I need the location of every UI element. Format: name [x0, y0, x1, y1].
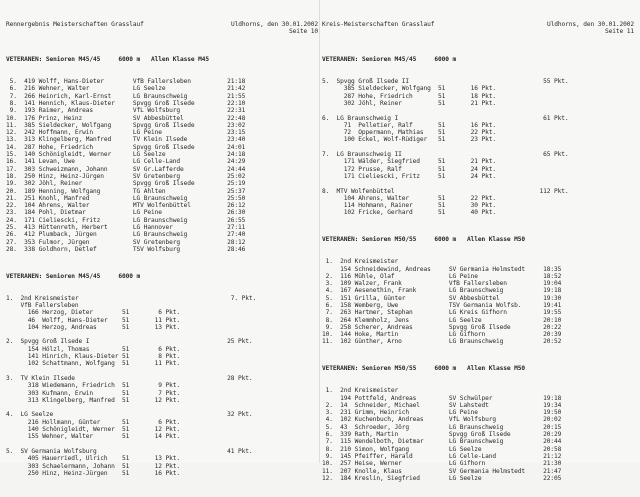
result-row: 5. 151 Grilla, Günter SV Abbesbüttel 19:30	[322, 294, 562, 302]
result-row: 1. 2nd Kreismeister	[322, 258, 399, 266]
right-header-date: Uldhorns, den 30.01.2002	[546, 20, 634, 28]
result-row: 11. 207 Knolle, Klaus SV Germania Helmstedt 21:47	[322, 467, 562, 475]
result-row: 104 Herzog, Andreas 51 13 Pkt.	[6, 323, 181, 331]
right-section2-title: VETERANEN: Senioren M50/55 6000 m Allen Klasse M50	[322, 236, 526, 244]
result-row: 27. 353 Fulmor, Jürgen SV Gretenberg 28:12	[6, 238, 246, 246]
right-page-label: Seite 11	[604, 27, 634, 35]
right-section1-rows	[322, 78, 634, 217]
result-row: 154 Schneidewind, Andreas SV Germania Helmstedt 18:35	[322, 265, 562, 273]
right-section1-title: VETERANEN: Senioren M45/45 6000 m	[322, 56, 457, 64]
result-row: 23. 184 Pohl, Dietmar LG Peine 26:30	[6, 209, 246, 217]
result-row: 10. 176 Prinz, Heinz SV Abbesbüttel 22:48	[6, 114, 246, 122]
result-row: 303 Schaelermann, Johann 51 12 Pkt.	[6, 462, 181, 470]
left-section1-rows	[6, 78, 318, 253]
result-row: 194 Pottfeld, Andreas SV Schwülper 19:18	[322, 394, 562, 402]
result-row: 20. 189 Henning, Wolfgang TG Ahlten 25:37	[6, 187, 246, 195]
result-row: 10. 144 Hoke, Martin LG Gifhorn 20:39	[322, 331, 562, 339]
result-row: 405 Hauerriedl, Ulrich 51 13 Pkt.	[6, 455, 181, 463]
result-row: 4. 102 Kuchenbuch, Andreas VfL Wolfsburg 20:02	[322, 416, 562, 424]
result-row: 141 Hinrich, Klaus-Dieter 51 8 Pkt.	[6, 353, 181, 361]
result-row: 26. 412 Plumback, Jürgen LG Braunschweig 27:40	[6, 231, 246, 239]
result-row	[6, 368, 318, 375]
result-row: 11. 102 Günther, Arno LG Braunschweig 20:52	[322, 338, 562, 346]
result-row: 8. MTV Wolfenbüttel 112 Pkt.	[322, 187, 569, 195]
result-row: 2. 116 Mühle, Olaf LG Peine 18:52	[322, 272, 562, 280]
result-row: 318 Wiedemann, Friedrich 51 9 Pkt.	[6, 382, 181, 390]
result-row	[6, 331, 318, 338]
result-row: 172 Prusse, Ralf 51 24 Pkt.	[322, 165, 497, 173]
result-row: 8. 141 Hennich, Klaus-Dieter Spvgg Groß Ilsede 22:10	[6, 99, 246, 107]
result-row	[322, 144, 634, 151]
right-page	[322, 6, 634, 482]
result-row: 4. LG Seelze 32 Pkt.	[6, 411, 253, 419]
result-row: 72 Oppermann, Mathias 51 22 Pkt.	[322, 129, 497, 137]
right-header	[322, 21, 634, 37]
result-row: 11. 385 Sieldecker, Wolfgang Spvgg Groß Ilsede 23:02	[6, 121, 246, 129]
result-row: 6. 158 Wemberg, Uwe TSV Germania Wolfsb. 19:41	[322, 301, 562, 309]
result-row: 3. TV Klein Ilsede 28 Pkt.	[6, 374, 253, 382]
right-section3-title: VETERANEN: Senioren M50/55 6000 m Allen Klasse M50	[322, 365, 526, 373]
result-row: 313 Klingelberg, Manfred 51 12 Pkt.	[6, 396, 181, 404]
result-row: 9. 193 Raimer, Andreas VfL Wolfsburg 22:31	[6, 107, 246, 115]
left-page-label: Seite 10	[288, 27, 318, 35]
result-row: 13. 313 Klingelberg, Manfred TV Klein Ilsede 23:40	[6, 136, 246, 144]
left-page	[6, 6, 318, 477]
result-row: 102 Schattmann, Wolfgang 51 11 Pkt.	[6, 360, 181, 368]
result-row: 6. 216 Wehner, Walter LG Seelze 21:42	[6, 85, 246, 93]
left-header-date: Uldhorns, den 30.01.2002	[230, 20, 318, 28]
result-row: 2. 14 Schneider, Michael SV Lahstedt 19:34	[322, 401, 562, 409]
result-row: 140 Schönigleidt, Werner 51 12 Pkt.	[6, 426, 181, 434]
left-section2-title: VETERANEN: Senioren M45/45 6000 m	[6, 272, 141, 280]
result-row: VfB Fallersleben	[6, 301, 79, 309]
result-row: 12. 242 Hoffmann, Erwin LG Peine 23:15	[6, 129, 246, 137]
result-row: 385 Sieldecker, Wolfgang 51 16 Pkt.	[322, 85, 497, 93]
right-section2-rows	[322, 258, 634, 346]
result-row: 114 Hohmann, Rainer 51 30 Pkt.	[322, 202, 497, 210]
result-row: 7. 263 Hartmer, Stephan LG Kreis Gifhorn 19:55	[322, 309, 562, 317]
result-row: 6. LG Braunschweig I 61 Pkt.	[322, 114, 569, 122]
result-row: 3. 231 Grimm, Heinrich LG Peine 19:50	[322, 409, 562, 417]
result-row: 102 Fricke, Gerhard 51 40 Pkt.	[322, 209, 497, 217]
result-row: 15. 140 Schönigleidt, Werner LG Seelze 24:18	[6, 151, 246, 159]
result-row: 17. 303 Schweizmann, Johann SV Gr.Lafferde 24:44	[6, 165, 246, 173]
result-row: 216 Hollmann, Günter 51 6 Pkt.	[6, 418, 181, 426]
right-section3-rows	[322, 387, 634, 482]
result-row: 2. Spvgg Groß Ilsede I 25 Pkt.	[6, 338, 253, 346]
result-row: 9. 258 Scherer, Andreas Spvgg Groß Ilsede 20:22	[322, 323, 562, 331]
result-row: 6. 339 Rath, Martin Spvgg Groß Ilsede 20:29	[322, 431, 562, 439]
result-row: 100 Eckel, Wolf-Rüdiger 51 23 Pkt.	[322, 136, 497, 144]
result-row: 5. SV Germania Wolfsburg 41 Pkt.	[6, 447, 253, 455]
left-header-title: Rennergebnis Meisterschaften Grasslauf	[6, 20, 144, 28]
result-row	[6, 404, 318, 411]
result-row: 7. 266 Heinrich, Karl-Ernst LG Braunschweig 21:55	[6, 92, 246, 100]
result-row: 12. 184 Kreslin, Siegfried LG Seelze 22:05	[322, 474, 562, 482]
result-row: 7. LG Braunschweig II 65 Pkt.	[322, 151, 569, 159]
result-row: 21. 251 Knohl, Manfred LG Braunschweig 25:50	[6, 194, 246, 202]
result-row: 18. 250 Hinz, Heinz-Jürgen SV Gretenberg 25:02	[6, 172, 246, 180]
result-row: 5. 43 Schroeder, Jörg LG Braunschweig 20:15	[322, 423, 562, 431]
result-row: 155 Wehner, Walter 51 14 Pkt.	[6, 433, 181, 441]
result-row: 16. 141 Levan, Uwe LG Celle-Land 24:29	[6, 158, 246, 166]
right-header-title: Kreis-Meisterschaften Grasslauf	[322, 20, 435, 28]
result-row: 71 Pelletier, Ralf 51 16 Pkt.	[322, 121, 497, 129]
result-row: 171 Cieliescki, Fritz 51 24 Pkt.	[322, 172, 497, 180]
result-row: 22. 104 Ahrens, Walter MTV Wolfenbüttel 26:12	[6, 202, 246, 210]
result-row	[6, 441, 318, 448]
result-row: 3. 109 Walzer, Frank VfB Fallersleben 19:04	[322, 280, 562, 288]
result-row: 24. 171 Cieliescki, Fritz LG Braunschweig 26:55	[6, 216, 246, 224]
left-section1-title: VETERANEN: Senioren M45/45 6000 m Allen Klasse M45	[6, 56, 210, 64]
result-row: 250 Hinz, Heinz-Jürgen 51 16 Pkt.	[6, 469, 181, 477]
result-row: 104 Ahrens, Walter 51 22 Pkt.	[322, 194, 497, 202]
result-row: 287 Hohe, Friedrich 51 18 Pkt.	[322, 92, 497, 100]
result-row: 166 Herzog, Dieter 51 6 Pkt.	[6, 309, 181, 317]
result-row: 5. Spvgg Groß Ilsede II 55 Pkt.	[322, 78, 569, 86]
result-row	[322, 107, 634, 114]
result-row: 25. 413 Hüttenreth, Herbert LG Hannover 27:11	[6, 224, 246, 232]
result-row: 7. 115 Wendelboth, Dietmar LG Braunschweig 20:44	[322, 438, 562, 446]
result-row	[322, 180, 634, 187]
result-row: 28. 338 Goldhorn, Detlef TSV Wolfsburg 28:46	[6, 245, 246, 253]
result-row: 8. 210 Simon, Wolfgang LG Seelze 20:58	[322, 445, 562, 453]
result-row: 302 Jöhl, Reiner 51 21 Pkt.	[322, 99, 497, 107]
result-row: 4. 167 Aesenethin, Frank LG Braunschweig 19:18	[322, 287, 562, 295]
result-row: 19. 302 Jöhl, Reiner Spvgg Groß Ilsede 25:19	[6, 180, 246, 188]
result-row: 14. 287 Hohe, Friedrich Spvgg Groß Ilsede 24:01	[6, 143, 246, 151]
result-row: 46 Wolff, Hans-Dieter 51 11 Pkt.	[6, 316, 181, 324]
result-row: 154 Hölzl, Thomas 51 6 Pkt.	[6, 345, 181, 353]
result-row: 9. 145 Pfeiffer, Harald LG Celle-Land 21:12	[322, 452, 562, 460]
page-fold	[319, 0, 320, 463]
result-row: 303 Kufmann, Erwin 51 7 Pkt.	[6, 389, 181, 397]
result-row: 8. 264 Klemmholz, Jens LG Seelze 20:10	[322, 316, 562, 324]
result-row: 1. 2nd Kreismeister 7. Pkt.	[6, 294, 257, 302]
result-row: 10. 257 Heise, Werner LG Gifhorn 21:30	[322, 460, 562, 468]
result-row: 1. 2nd Kreismeister	[322, 387, 399, 395]
left-section2-rows	[6, 295, 318, 477]
result-row: 5. 419 Wolff, Hans-Dieter VfB Fallersleben 21:18	[6, 78, 246, 86]
result-row: 171 Wälder, Siegfried 51 21 Pkt.	[322, 158, 497, 166]
left-header	[6, 21, 318, 37]
